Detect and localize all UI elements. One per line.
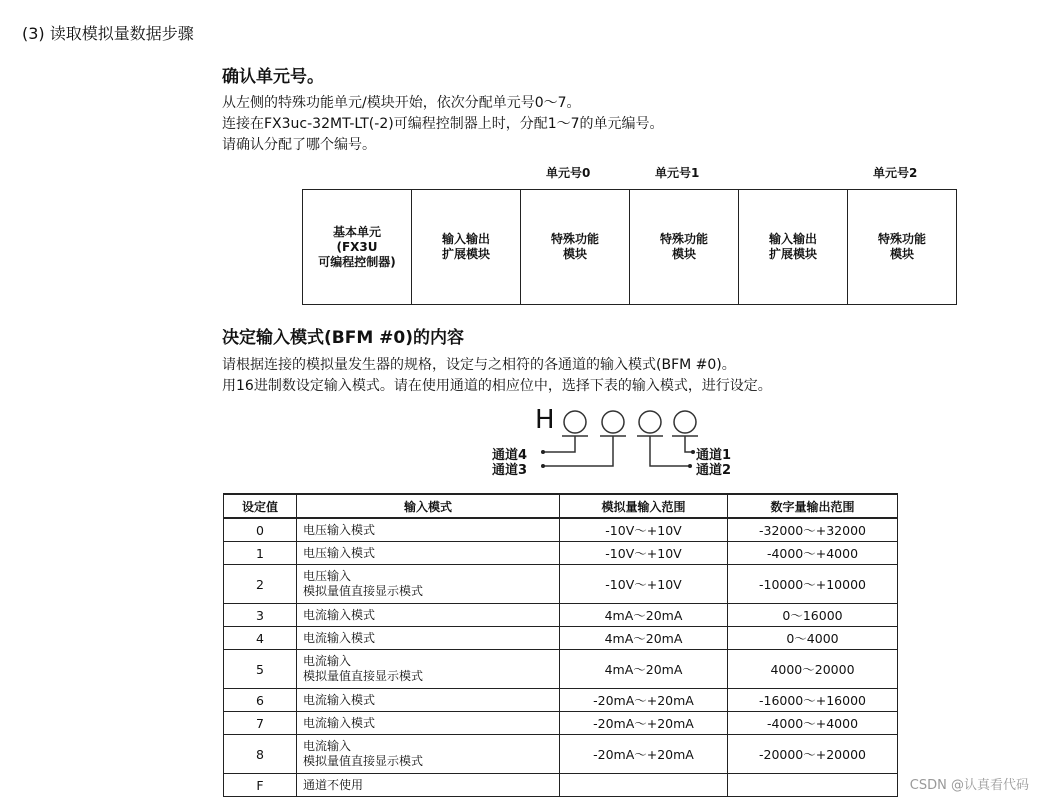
digital-range: -16000～+16000 [728, 689, 898, 712]
text-line: 连接在FX3uc-32MT-LT(-2)可编程控制器上时，分配1～7的单元编号。 [222, 116, 664, 132]
header-cell: 设定值 [224, 494, 297, 518]
table-row [224, 627, 898, 650]
setting-value: 6 [224, 689, 297, 712]
channel-1-label: 通道1 [696, 448, 732, 463]
input-mode: 电流输入 模拟量值直接显示模式 [297, 735, 560, 774]
text-line: 用16进制数设定输入模式。请在使用通道的相应位中，选择下表的输入模式，进行设定。 [222, 378, 772, 394]
table-row [224, 735, 898, 774]
input-mode: 电流输入模式 [297, 604, 560, 627]
setting-value: 5 [224, 650, 297, 689]
unit-box: 输入输出 扩展模块 [412, 190, 521, 304]
digital-range: -10000～+10000 [728, 565, 898, 604]
text-line: 请根据连接的模拟量发生器的规格，设定与之相符的各通道的输入模式(BFM #0)。 [222, 357, 736, 373]
header-cell: 输入模式 [297, 494, 560, 518]
analog-range: 4mA～20mA [560, 627, 728, 650]
setting-value: 4 [224, 627, 297, 650]
setting-value: F [224, 774, 297, 797]
digital-range: -20000～+20000 [728, 735, 898, 774]
table-row [224, 650, 898, 689]
paragraph-mode [222, 355, 772, 397]
digital-range [728, 774, 898, 797]
header-cell: 模拟量输入范围 [560, 494, 728, 518]
table-row [224, 604, 898, 627]
analog-range: -10V～+10V [560, 565, 728, 604]
table-row [224, 712, 898, 735]
unit-label-2: 单元号2 [873, 166, 918, 180]
analog-range: -20mA～+20mA [560, 735, 728, 774]
section-title: (3) 读取模拟量数据步骤 [22, 24, 194, 43]
input-mode: 通道不使用 [297, 774, 560, 797]
analog-range [560, 774, 728, 797]
table-row [224, 542, 898, 565]
channel-4-label: 通道4 [492, 448, 528, 463]
input-mode: 电流输入模式 [297, 627, 560, 650]
digital-range: -4000～+4000 [728, 712, 898, 735]
paragraph-unit [222, 93, 664, 156]
text-line: 从左侧的特殊功能单元/模块开始，依次分配单元号0～7。 [222, 95, 581, 111]
input-mode: 电流输入模式 [297, 712, 560, 735]
unit-label-1: 单元号1 [655, 166, 700, 180]
unit-label-0: 单元号0 [546, 166, 591, 180]
unit-diagram [302, 189, 957, 305]
unit-box: 特殊功能 模块 [521, 190, 630, 304]
digital-range: 4000～20000 [728, 650, 898, 689]
input-mode: 电压输入 模拟量值直接显示模式 [297, 565, 560, 604]
setting-value: 3 [224, 604, 297, 627]
table-header [224, 494, 898, 518]
digital-range: 0～16000 [728, 604, 898, 627]
table-row [224, 689, 898, 712]
channel-3-label: 通道3 [492, 463, 528, 478]
analog-range: -20mA～+20mA [560, 712, 728, 735]
setting-value: 8 [224, 735, 297, 774]
channel-2-label: 通道2 [696, 463, 732, 478]
table-row [224, 565, 898, 604]
input-mode: 电压输入模式 [297, 518, 560, 542]
input-mode: 电流输入模式 [297, 689, 560, 712]
analog-range: 4mA～20mA [560, 650, 728, 689]
heading-input-mode: 决定输入模式(BFM #0)的内容 [222, 328, 465, 348]
unit-box: 特殊功能 模块 [877, 232, 926, 261]
heading-confirm-unit: 确认单元号。 [222, 67, 324, 87]
setting-value: 7 [224, 712, 297, 735]
table-row [224, 774, 898, 797]
setting-value: 1 [224, 542, 297, 565]
digital-range: -32000～+32000 [728, 518, 898, 542]
unit-box: 特殊功能 模块 [630, 190, 739, 304]
input-mode: 电流输入 模拟量值直接显示模式 [297, 650, 560, 689]
text-line: 请确认分配了哪个编号。 [222, 137, 376, 153]
analog-range: -20mA～+20mA [560, 689, 728, 712]
input-mode: 电压输入模式 [297, 542, 560, 565]
setting-value: 2 [224, 565, 297, 604]
analog-range: 4mA～20mA [560, 604, 728, 627]
header-cell: 数字量输出范围 [728, 494, 898, 518]
unit-box: 基本单元 (FX3U 可编程控制器) [303, 190, 412, 304]
watermark: CSDN @认真看代码 [909, 778, 1029, 793]
input-mode-table [223, 493, 898, 797]
setting-value: 0 [224, 518, 297, 542]
table-row [224, 518, 898, 542]
digital-range: -4000～+4000 [728, 542, 898, 565]
digital-range: 0～4000 [728, 627, 898, 650]
unit-box: 输入输出 扩展模块 [739, 190, 848, 304]
analog-range: -10V～+10V [560, 518, 728, 542]
hex-prefix: H [535, 405, 555, 435]
analog-range: -10V～+10V [560, 542, 728, 565]
